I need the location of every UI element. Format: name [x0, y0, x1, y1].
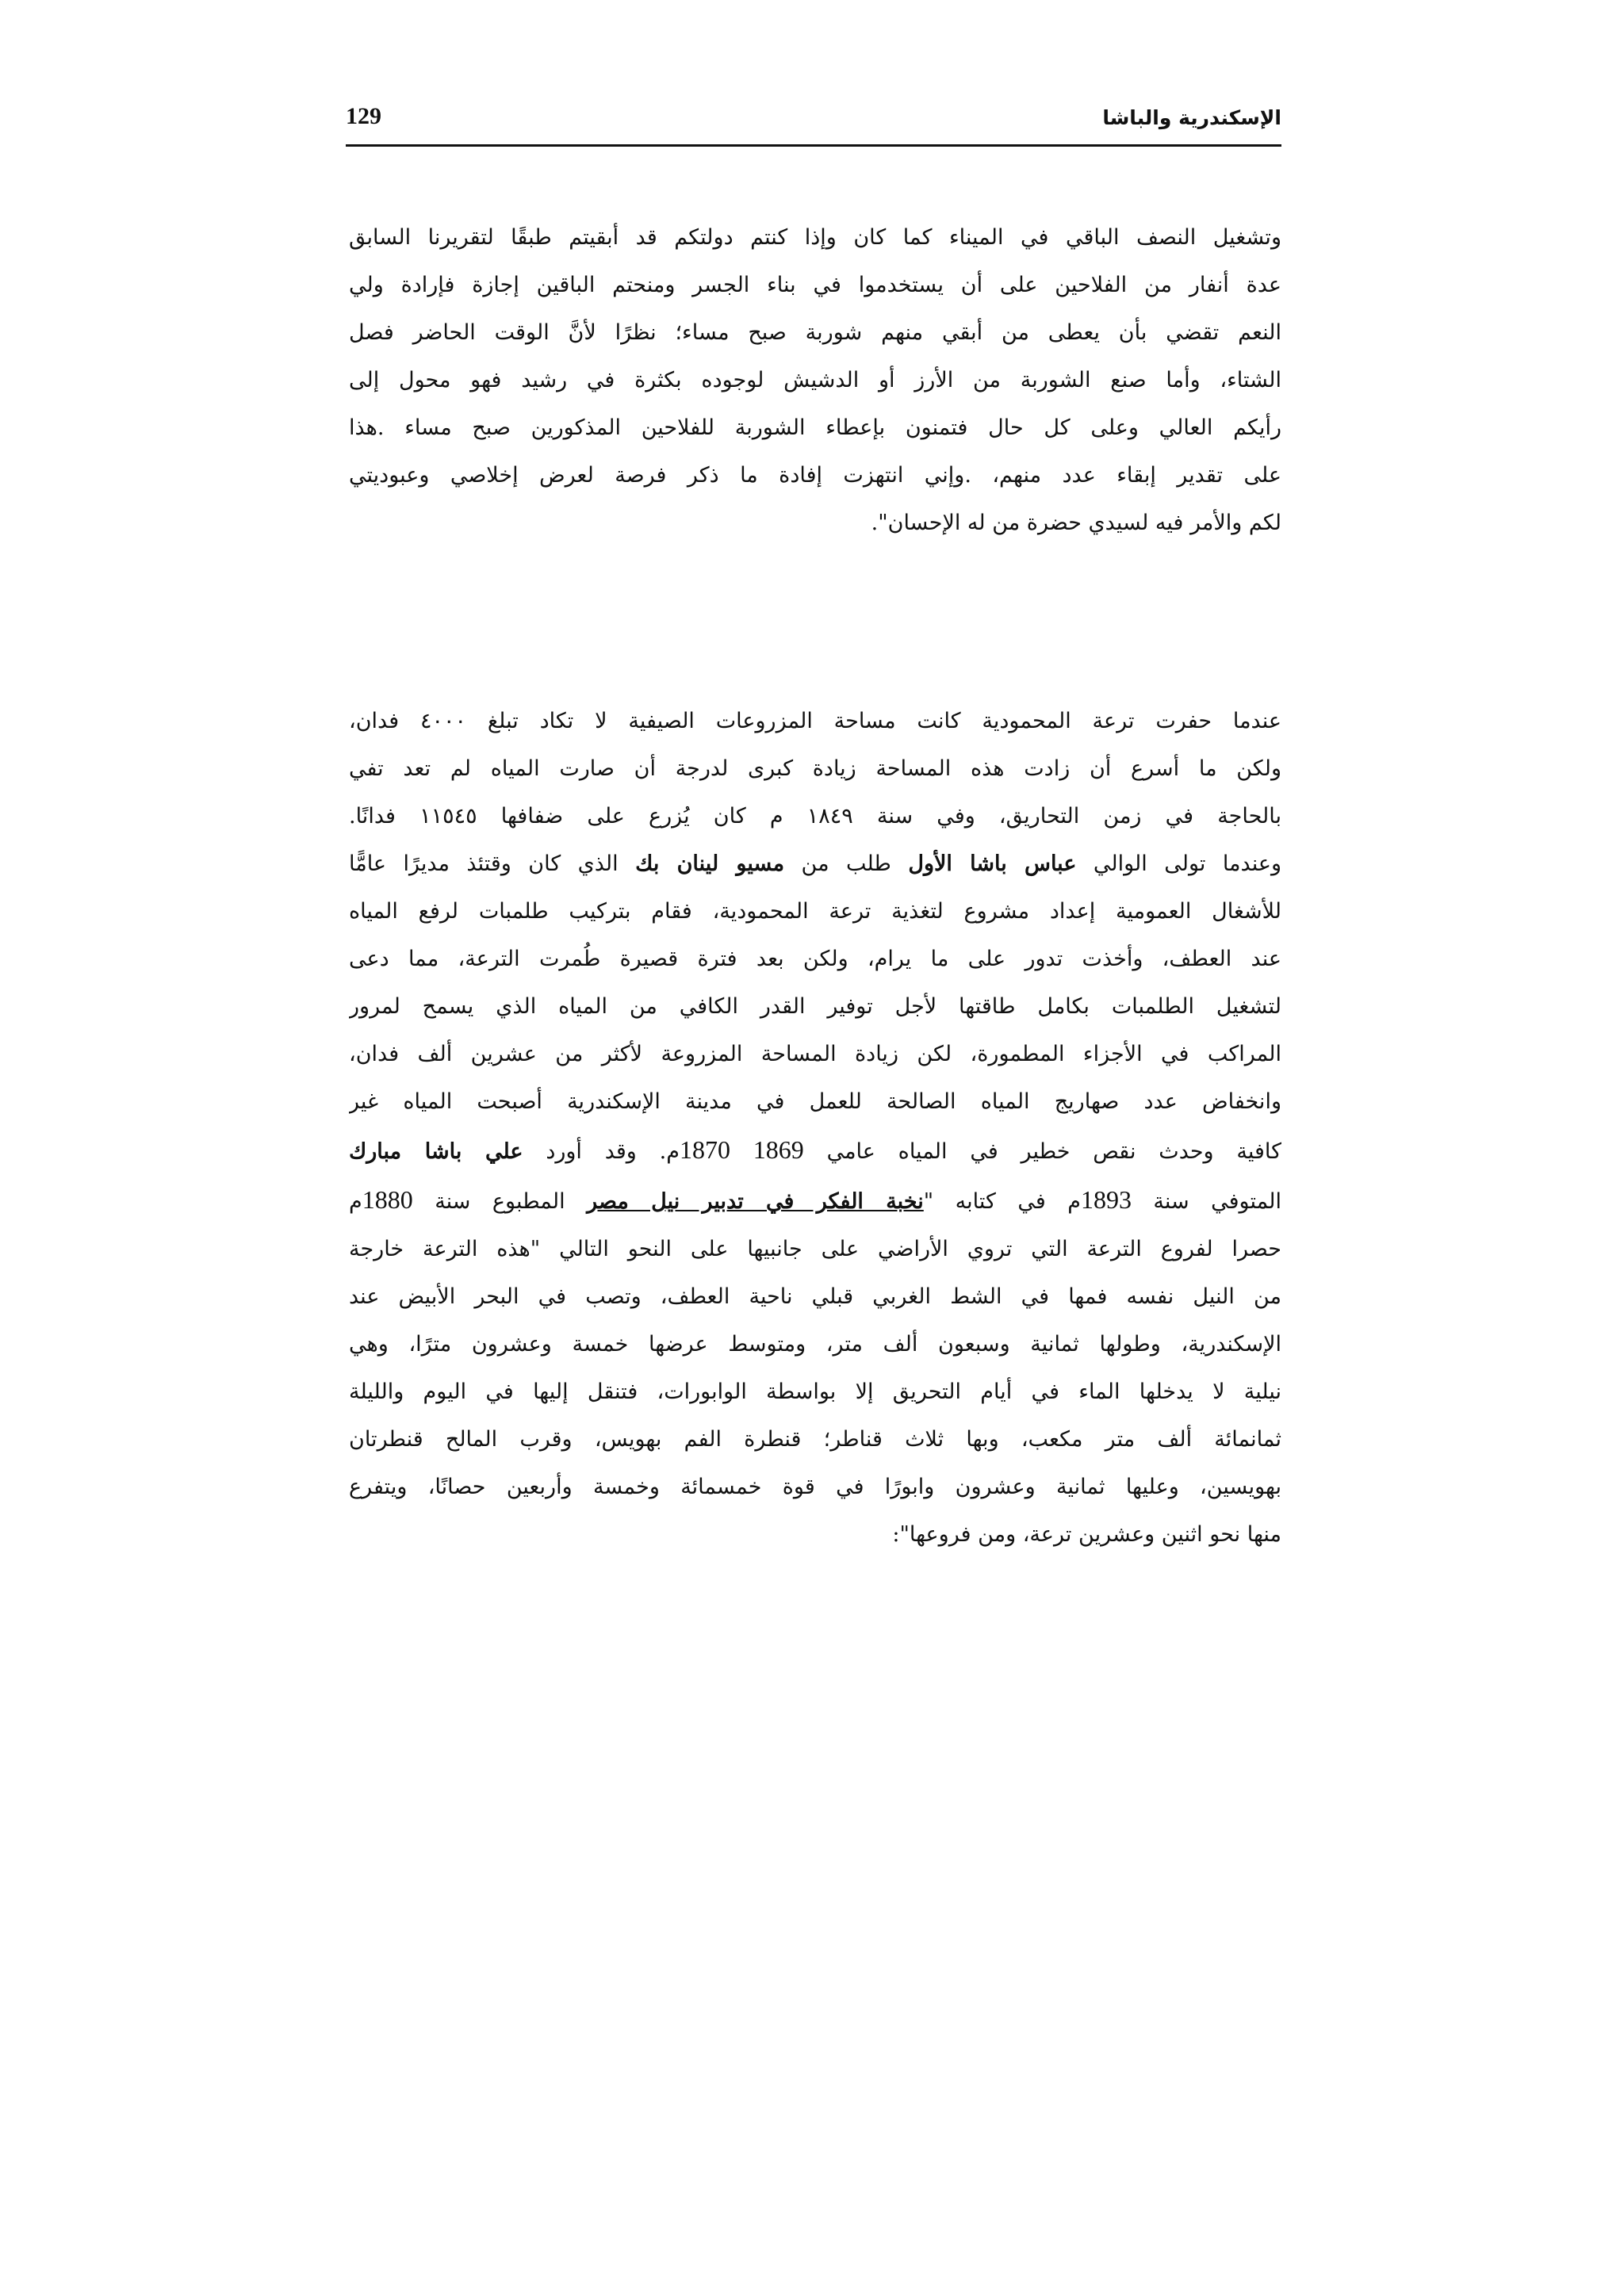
text-line: عدة أنفار من الفلاحين على أن يستخدموا في بناء الجسر ومنحتم الباقين إجازة فإرادة ولي [349, 273, 1281, 297]
text-line: رأيكم العالي وعلى كل حال فتمنون بإعطاء الشوربة للفلاحين المذكورين صبح مساء .هذا [349, 415, 1281, 440]
text-line [349, 840, 1281, 888]
text-line [349, 1126, 1281, 1176]
page-number: 129 [346, 103, 381, 129]
text-run: المتوفي سنة [1153, 1189, 1281, 1214]
text-line: عندما حفرت ترعة المحمودية كانت مساحة المزروعات الصيفية لا تكاد تبلغ ٤٠٠٠ فدان، [349, 709, 1281, 733]
year: 1880 [362, 1185, 413, 1214]
text-line: نيلية لا يدخلها الماء في أيام التحريق إلا بواسطة الوابورات، فتنقل إليها في اليوم والليلة [349, 1380, 1281, 1404]
text-run: طلب من [801, 851, 891, 876]
text-line: للأشغال العمومية إعداد مشروع لتغذية ترعة المحمودية، فقام بتركيب طلمبات لرفع المياه [349, 899, 1281, 924]
text-line: وتشغيل النصف الباقي في الميناء كما كان وإذا كنتم دولتكم قد أبقيتم طبقًا لتقريرنا السابق [349, 225, 1281, 250]
text-line: بالحاجة في زمن التحاريق، وفي سنة ١٨٤٩ م كان يُزرع على ضفافها ١١٥٤٥ فدانًا. [349, 804, 1281, 828]
text-line: وانخفاض عدد صهاريج المياه الصالحة للعمل في مدينة الإسكندرية أصبحت المياه غير [349, 1089, 1281, 1114]
person-name: عباس باشا الأول [908, 851, 1077, 876]
text-run: م. وقد أورد [546, 1139, 680, 1164]
year: 1870 [679, 1135, 730, 1164]
text-line: من النيل نفسه فمها في الشط الغربي قبلي ناحية العطف، وتصب في البحر الأبيض عند [349, 1284, 1281, 1309]
text-line: لكم والأمر فيه لسيدي حضرة من له الإحسان". [871, 511, 1281, 535]
text-run: م في كتابه " [923, 1189, 1081, 1214]
text-line [349, 1176, 1281, 1226]
text-line: منها نحو اثنين وعشرين ترعة، ومن فروعها": [892, 1522, 1281, 1547]
text-line: ثمانمائة ألف متر مكعب، وبها ثلاث قناطر؛ قنطرة الفم بهويس، وقرب المالح قنطرتان [349, 1427, 1281, 1452]
year: 1893 [1080, 1185, 1132, 1214]
text-run: كافية وحدث نقص خطير في المياه عامي [826, 1139, 1281, 1164]
paragraph-mahmoudia-canal [349, 698, 1281, 1559]
text-line: الإسكندرية، وطولها ثمانية وسبعون ألف متر، ومتوسط عرضها خمسة وعشرون مترًا، وهي [349, 1332, 1281, 1357]
text-run: وعندما تولى الوالي [1093, 851, 1281, 876]
text-line: عند العطف، وأخذت تدور على ما يرام، ولكن بعد فترة قصيرة طُمرت الترعة، مما دعى [349, 947, 1281, 971]
header-divider [346, 144, 1281, 147]
text-line: حصرا لفروع الترعة التي تروي الأراضي على جانبيها على النحو التالي "هذه الترعة خارجة [349, 1237, 1281, 1261]
text-line: على تقدير إبقاء عدد منهم، .وإني انتهزت إفادة ما ذكر فرصة لعرض إخلاصي وعبوديتي [349, 463, 1281, 488]
book-title: نخبة الفكر في تدبير نيل مصر [587, 1189, 924, 1214]
text-line: بهويسين، وعليها ثمانية وعشرون وابورًا في قوة خمسمائة وخمسة وأربعين حصانًا، ويتفرع [349, 1475, 1281, 1499]
running-title: الإسكندرية والباشا [1102, 106, 1281, 129]
person-name: علي باشا مبارك [349, 1139, 523, 1164]
text-line: ولكن ما أسرع أن زادت هذه المساحة زيادة كبرى لدرجة أن صارت المياه لم تعد تفي [349, 756, 1281, 781]
text-line: المراكب في الأجزاء المطمورة، لكن زيادة المساحة المزروعة لأكثر من عشرين ألف فدان، [349, 1042, 1281, 1066]
text-run: المطبوع سنة [435, 1189, 565, 1214]
text-line: النعم تقضي بأن يعطى من أبقي منهم شوربة صبح مساء؛ نظرًا لأنَّ الوقت الحاضر فصل [349, 320, 1281, 345]
text-run: الذي كان وقتئذ مديرًا عامًّا [349, 851, 619, 876]
text-line: الشتاء، وأما صنع الشوربة من الأرز أو الدشيش لوجوده بكثرة في رشيد فهو محول إلى [349, 368, 1281, 392]
text-line: لتشغيل الطلمبات بكامل طاقتها لأجل توفير القدر الكافي من المياه الذي يسمح لمرور [349, 994, 1281, 1019]
text-run: م [349, 1189, 362, 1214]
year: 1869 [753, 1135, 804, 1164]
paragraph-quote [349, 214, 1281, 547]
page-header [346, 101, 1281, 143]
person-name: مسيو لينان بك [635, 851, 785, 876]
